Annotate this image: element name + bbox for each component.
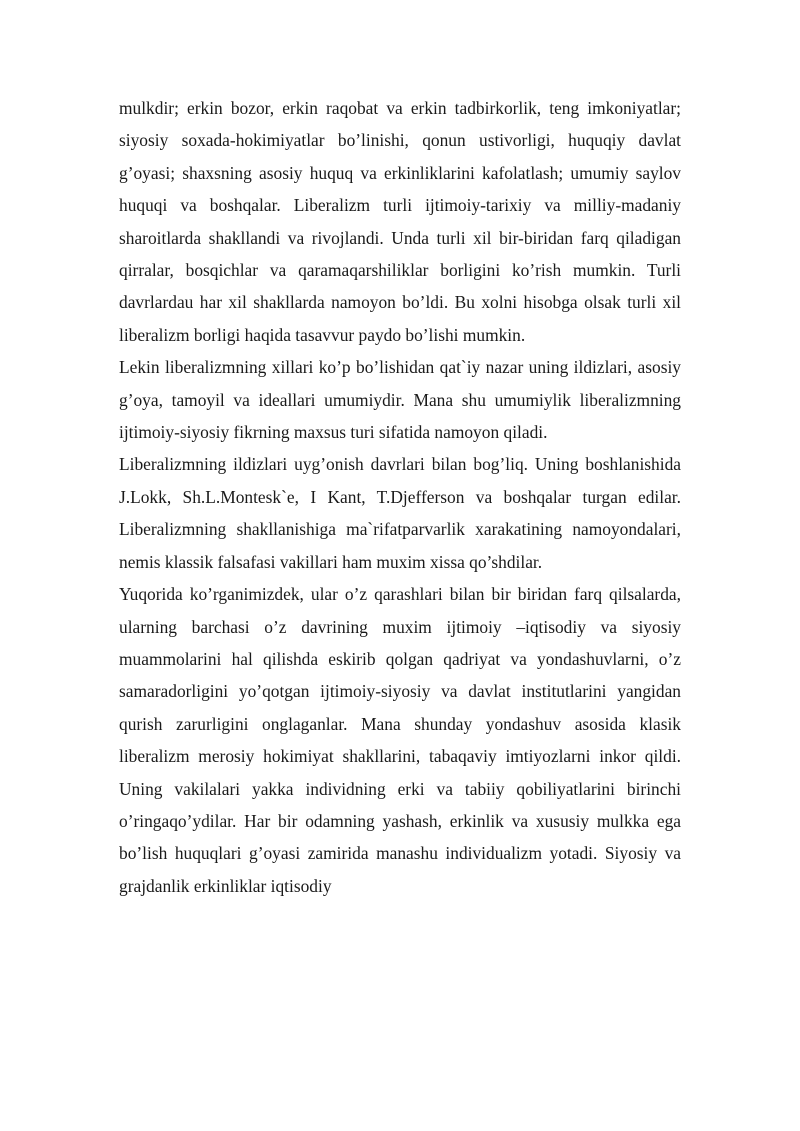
document-body <box>119 92 681 902</box>
paragraph-2: Lekin liberalizmning xillari ko’p bo’lishidan qat`iy nazar uning ildizlari, asosiy g’oya, tamoyil va ideallari umumiydir. Mana shu umumiylik liberalizmning ijtimoiy-siyosiy fikrning maxsus turi sifatida namoyon qiladi. <box>119 357 681 443</box>
paragraph-3: Liberalizmning ildizlari uyg’onish davrlari bilan bog’liq. Uning boshlanishida J.Lokk, Sh.L.Montesk`e, I Kant, T.Djefferson va boshqalar turgan edilar. Liberalizmning shakllanishiga ma`rifatparvarlik xarakatining namoyondalari, nemis klassik falsafasi vakillari ham muxim xissa qo’shdilar. <box>119 454 681 572</box>
paragraph-1: mulkdir; erkin bozor, erkin raqobat va erkin tadbirkorlik, teng imkoniyatlar; siyosiy soxada-hokimiyatlar bo’linishi, qonun ustivorligi, huquqiy davlat g’oyasi; shaxsning asosiy huquq va erkinliklarini kafolatlash; umumiy saylov huquqi va boshqalar. Liberalizm turli ijtimoiy-tarixiy va milliy-madaniy sharoitlarda shakllandi va rivojlandi. Unda turli xil bir-biridan farq qiladigan qirralar, bosqichlar va qaramaqarshiliklar borligini ko’rish mumkin. Turli davrlardau har xil shakllarda namoyon bo’ldi. Bu xolni hisobga olsak turli xil liberalizm borligi haqida tasavvur paydo bo’lishi mumkin. <box>119 98 681 345</box>
paragraph-4: Yuqorida ko’rganimizdek, ular o’z qarashlari bilan bir biridan farq qilsalarda, ularning barchasi o’z davrining muxim ijtimoiy –iqtisodiy va siyosiy muammolarini hal qilishda eskirib qolgan qadriyat va yondashuvlarni, o’z samaradorligini yo’qotgan ijtimoiy-siyosiy va davlat institutlarini yangidan qurish zarurligini onglaganlar. Mana shunday yondashuv asosida klasik liberalizm merosiy hokimiyat shakllarini, tabaqaviy imtiyozlarni inkor qildi. Uning vakilalari yakka individning erki va tabiiy qobiliyatlarini birinchi o’ringaqo’ydilar. Har bir odamning yashash, erkinlik va xususiy mulkka ega bo’lish huquqlari g’oyasi zamirida manashu individualizm yotadi. Siyosiy va grajdanlik erkinliklar iqtisodiy <box>119 584 681 896</box>
